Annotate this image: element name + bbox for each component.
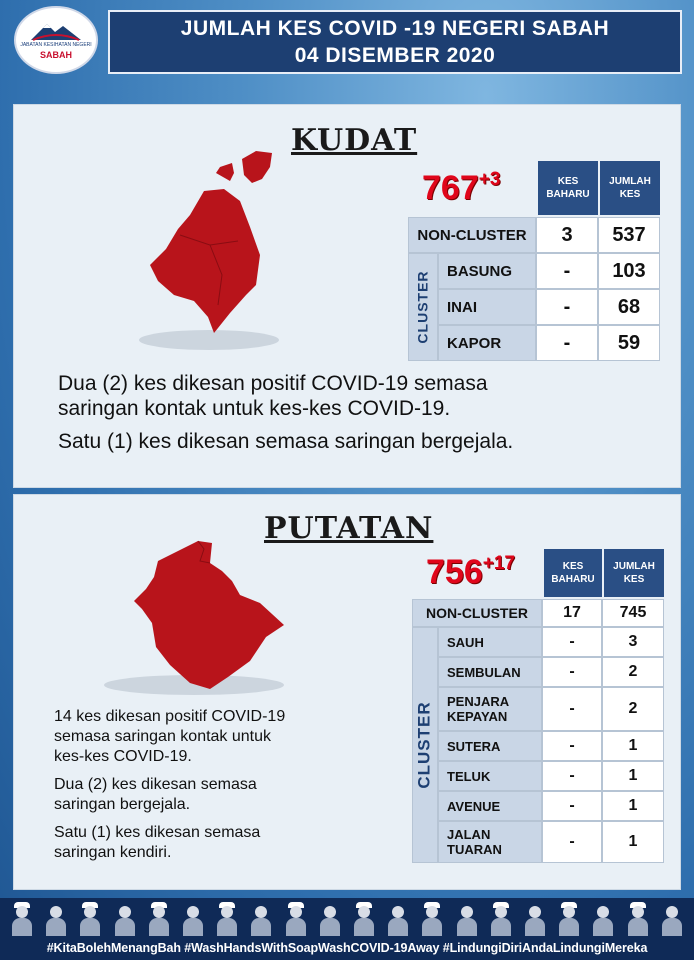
kudat-header-total xyxy=(598,161,660,215)
logo-text: SABAH xyxy=(39,50,72,60)
putatan-cluster-new: - xyxy=(542,687,602,731)
putatan-cluster-total: 1 xyxy=(602,791,664,821)
sabah-health-logo xyxy=(14,6,98,74)
person-icon xyxy=(660,902,684,936)
person-icon xyxy=(352,902,376,936)
putatan-cluster-name-line2: KEPAYAN xyxy=(447,709,508,724)
table-row xyxy=(438,687,664,731)
person-icon xyxy=(147,902,171,936)
kudat-note-line: Dua (2) kes dikesan positif COVID-19 semasa xyxy=(58,372,488,395)
putatan-cluster-total: 1 xyxy=(602,731,664,761)
kudat-panel xyxy=(13,104,681,488)
putatan-header-new xyxy=(542,549,602,597)
putatan-cluster-total: 2 xyxy=(602,657,664,687)
putatan-cluster-total: 1 xyxy=(602,761,664,791)
kudat-cluster-new: - xyxy=(536,325,598,361)
putatan-new-value: +17 xyxy=(482,553,515,574)
kudat-header-new-line2: BAHARU xyxy=(546,189,590,200)
kudat-cluster-name: INAI xyxy=(438,289,536,325)
person-icon xyxy=(455,902,479,936)
putatan-cluster-name xyxy=(438,687,542,731)
putatan-cluster-label xyxy=(412,627,438,863)
putatan-cluster-new: - xyxy=(542,731,602,761)
person-icon xyxy=(386,902,410,936)
person-icon xyxy=(557,902,581,936)
putatan-cluster-label-text: CLUSTER xyxy=(415,701,434,789)
putatan-row-noncluster xyxy=(412,599,664,627)
kudat-cluster-name: KAPOR xyxy=(438,325,536,361)
putatan-header-total-line1: JUMLAH xyxy=(613,561,655,572)
putatan-cluster-name: SAUH xyxy=(438,627,542,657)
kudat-note-line: saringan kontak untuk kes-kes COVID-19. xyxy=(58,397,451,421)
table-row xyxy=(438,731,664,761)
table-row xyxy=(438,761,664,791)
kudat-title: KUDAT xyxy=(291,123,418,158)
putatan-noncluster-total: 745 xyxy=(602,599,664,627)
person-icon xyxy=(284,902,308,936)
person-icon xyxy=(249,902,273,936)
hashtag-line: #KitaBolehMenangBah #WashHandsWithSoapWashCOVID-19Away #LindungiDiriAndaLindungiMereka xyxy=(46,941,648,955)
putatan-note-line: kes-kes COVID-19. xyxy=(54,748,192,765)
putatan-cluster-new: - xyxy=(542,821,602,863)
person-icon xyxy=(591,902,615,936)
kudat-header-total-line2: KES xyxy=(619,189,641,200)
kudat-new-value: +3 xyxy=(478,169,501,190)
putatan-cluster-total: 2 xyxy=(602,687,664,731)
putatan-cluster-total: 3 xyxy=(602,627,664,657)
putatan-cluster-new: - xyxy=(542,761,602,791)
putatan-total xyxy=(426,553,515,592)
kudat-note-line: Satu (1) kes dikesan semasa saringan bergejala. xyxy=(58,430,514,454)
table-row xyxy=(438,821,664,863)
putatan-noncluster-label: NON-CLUSTER xyxy=(412,599,542,627)
kudat-cluster-total: 59 xyxy=(598,325,660,361)
kudat-cluster-label-text: CLUSTER xyxy=(415,270,431,344)
table-row xyxy=(438,657,664,687)
page-title xyxy=(108,10,682,74)
kudat-cluster-new: - xyxy=(536,253,598,289)
putatan-note-line: saringan bergejala. xyxy=(54,796,191,813)
kudat-noncluster-total: 537 xyxy=(598,217,660,253)
frontliners-illustration xyxy=(10,900,684,936)
putatan-total-value: 756 xyxy=(426,553,483,591)
putatan-cluster-new: - xyxy=(542,791,602,821)
kudat-header-new-line1: KES xyxy=(557,176,579,187)
mountain-icon xyxy=(29,20,83,42)
kudat-cluster-total: 103 xyxy=(598,253,660,289)
table-row xyxy=(438,253,660,289)
putatan-note-line: 14 kes dikesan positif COVID-19 xyxy=(54,708,286,725)
title-line-2: 04 DISEMBER 2020 xyxy=(294,44,496,67)
kudat-noncluster-label: NON-CLUSTER xyxy=(408,217,536,253)
person-icon xyxy=(318,902,342,936)
footer-banner xyxy=(0,898,694,960)
putatan-map xyxy=(94,525,294,700)
person-icon xyxy=(420,902,444,936)
putatan-cluster-name: SEMBULAN xyxy=(438,657,542,687)
kudat-noncluster-new: 3 xyxy=(536,217,598,253)
putatan-header-total xyxy=(602,549,664,597)
person-icon xyxy=(181,902,205,936)
kudat-cluster-total: 68 xyxy=(598,289,660,325)
table-row xyxy=(438,791,664,821)
person-icon xyxy=(626,902,650,936)
putatan-note-line: Dua (2) kes dikesan semasa xyxy=(54,776,257,793)
putatan-note-line: saringan kendiri. xyxy=(54,844,172,861)
putatan-header-new-line2: BAHARU xyxy=(551,574,595,585)
putatan-cluster-new: - xyxy=(542,657,602,687)
putatan-cluster-new: - xyxy=(542,627,602,657)
person-icon xyxy=(113,902,137,936)
title-line-1: JUMLAH KES COVID -19 NEGERI SABAH xyxy=(180,17,610,40)
table-row xyxy=(438,289,660,325)
person-icon xyxy=(489,902,513,936)
logo-subtitle: JABATAN KESIHATAN NEGERI xyxy=(20,42,92,48)
person-icon xyxy=(78,902,102,936)
putatan-cluster-name: SUTERA xyxy=(438,731,542,761)
putatan-note-line: semasa saringan kontak untuk xyxy=(54,728,272,745)
putatan-cluster-total: 1 xyxy=(602,821,664,863)
person-icon xyxy=(215,902,239,936)
kudat-cluster-name: BASUNG xyxy=(438,253,536,289)
kudat-notes xyxy=(58,371,513,455)
kudat-total-value: 767 xyxy=(422,169,479,207)
person-icon xyxy=(523,902,547,936)
table-row xyxy=(438,627,664,657)
putatan-cluster-name: AVENUE xyxy=(438,791,542,821)
putatan-noncluster-new: 17 xyxy=(542,599,602,627)
putatan-notes xyxy=(54,707,285,863)
kudat-map xyxy=(134,145,304,355)
kudat-cluster-label xyxy=(408,253,438,361)
kudat-header-total-line1: JUMLAH xyxy=(609,176,651,187)
table-row xyxy=(438,325,660,361)
kudat-total xyxy=(422,169,500,208)
putatan-cluster-name-line2: TUARAN xyxy=(447,842,502,857)
person-icon xyxy=(44,902,68,936)
putatan-header-new-line1: KES xyxy=(562,561,584,572)
putatan-panel xyxy=(13,494,681,890)
putatan-cluster-name xyxy=(438,821,542,863)
putatan-note-line: Satu (1) kes dikesan semasa xyxy=(54,824,261,841)
kudat-cluster-new: - xyxy=(536,289,598,325)
kudat-header-new xyxy=(536,161,598,215)
putatan-cluster-name-line1: PENJARA xyxy=(447,694,510,709)
person-icon xyxy=(10,902,34,936)
kudat-row-noncluster xyxy=(408,217,660,253)
putatan-title: PUTATAN xyxy=(264,511,434,546)
putatan-cluster-name: TELUK xyxy=(438,761,542,791)
putatan-header-total-line2: KES xyxy=(623,574,645,585)
putatan-cluster-name-line1: JALAN xyxy=(447,827,491,842)
